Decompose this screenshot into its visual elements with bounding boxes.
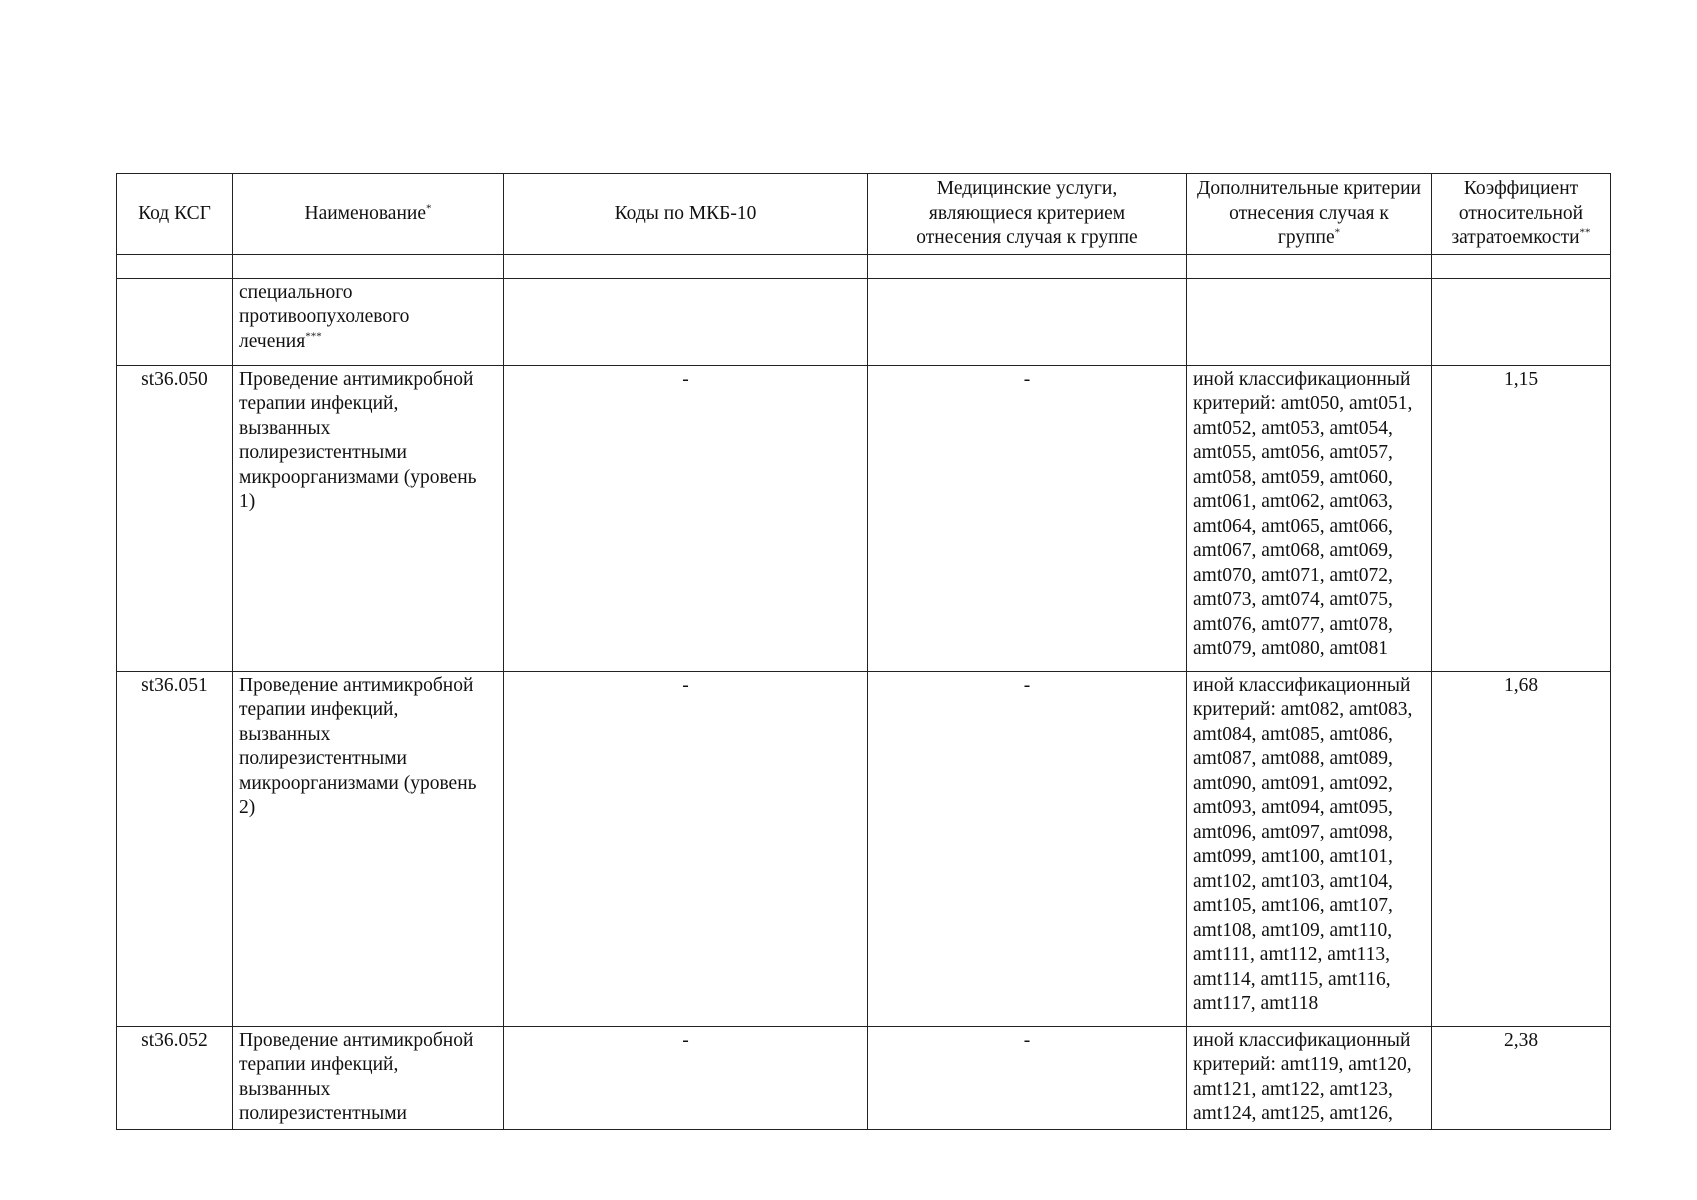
header-criteria: Дополнительные критерии отнесения случая к группе* xyxy=(1187,174,1432,255)
header-coef: Коэффициент относительной затратоемкости** xyxy=(1432,174,1611,255)
icd-codes: - xyxy=(504,671,868,1026)
ksg-code: st36.051 xyxy=(117,671,233,1026)
icd-codes: - xyxy=(504,365,868,671)
additional-criteria: иной классификационный критерий: amt050, amt051, amt052, amt053, amt054, amt055, amt056, amt057, amt058, amt059, amt060, amt061, amt062, amt063, amt064, amt065, amt066, amt067, amt068, amt069, amt070, amt071, amt072, amt073, amt074, amt075, amt076, amt077, amt078, amt079, amt080, amt081 xyxy=(1187,365,1432,671)
footnote-mark: * xyxy=(1334,226,1341,239)
header-row xyxy=(117,174,1611,255)
ksg-code: st36.052 xyxy=(117,1026,233,1129)
continuation-row xyxy=(117,278,1611,365)
additional-criteria: иной классификационный критерий: amt119, amt120, amt121, amt122, amt123, amt124, amt125, amt126, xyxy=(1187,1026,1432,1129)
table-row xyxy=(117,365,1611,671)
medical-services: - xyxy=(868,671,1187,1026)
continuation-name: специального противоопухолевого лечения*** xyxy=(233,278,504,365)
footnote-mark: * xyxy=(426,202,432,214)
empty-row xyxy=(117,254,1611,278)
cost-coefficient: 1,68 xyxy=(1432,671,1611,1026)
medical-services: - xyxy=(868,1026,1187,1129)
cost-coefficient: 2,38 xyxy=(1432,1026,1611,1129)
ksg-table xyxy=(116,173,1611,1130)
ksg-name: Проведение антимикробной терапии инфекций, вызванных полирезистентными микроорганизмами (уровень 2) xyxy=(233,671,504,1026)
ksg-name: Проведение антимикробной терапии инфекций, вызванных полирезистентными микроорганизмами (уровень 1) xyxy=(233,365,504,671)
table-row xyxy=(117,1026,1611,1129)
header-icd: Коды по МКБ-10 xyxy=(504,174,868,255)
icd-codes: - xyxy=(504,1026,868,1129)
table-row xyxy=(117,671,1611,1026)
ksg-name: Проведение антимикробной терапии инфекций, вызванных полирезистентными xyxy=(233,1026,504,1129)
header-code: Код КСГ xyxy=(117,174,233,255)
header-name: Наименование* xyxy=(233,174,504,255)
ksg-code: st36.050 xyxy=(117,365,233,671)
footnote-mark: ** xyxy=(1579,226,1591,239)
cost-coefficient: 1,15 xyxy=(1432,365,1611,671)
medical-services: - xyxy=(868,365,1187,671)
additional-criteria: иной классификационный критерий: amt082, amt083, amt084, amt085, amt086, amt087, amt088, amt089, amt090, amt091, amt092, amt093, amt094, amt095, amt096, amt097, amt098, amt099, amt100, amt101, amt102, amt103, amt104, amt105, amt106, amt107, amt108, amt109, amt110, amt111, amt112, amt113, amt114, amt115, amt116, amt117, amt118 xyxy=(1187,671,1432,1026)
header-services: Медицинские услуги, являющиеся критерием отнесения случая к группе xyxy=(868,174,1187,255)
footnote-mark: *** xyxy=(305,330,322,342)
